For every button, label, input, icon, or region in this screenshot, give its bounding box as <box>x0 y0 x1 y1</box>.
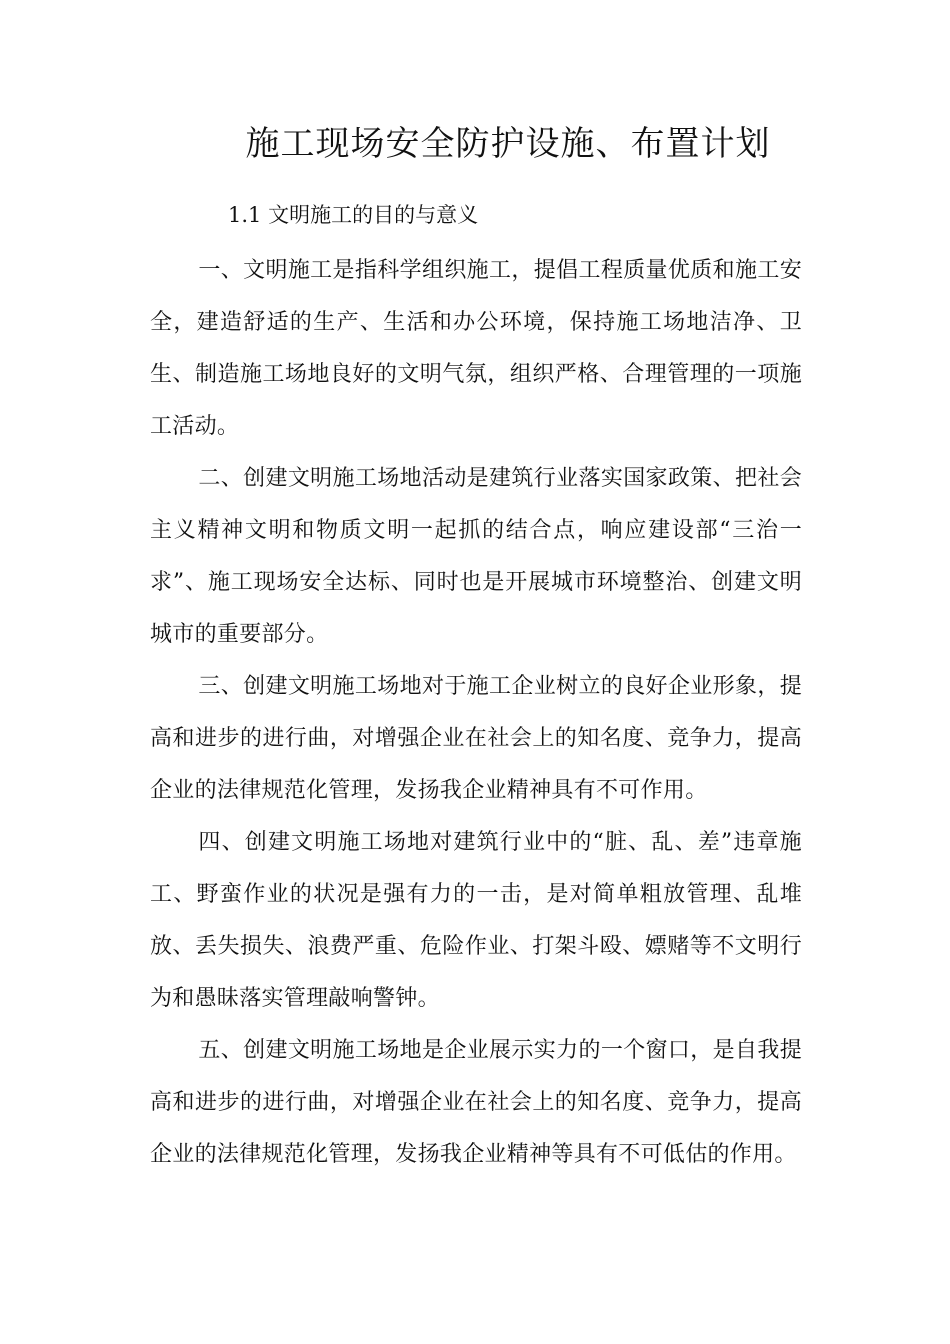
paragraph-1: 一、文明施工是指科学组织施工，提倡工程质量优质和施工安全，建造舒适的生产、生活和办公环境，保持施工场地洁净、卫生、制造施工场地良好的文明气氛，组织严格、合理管理的一项施工活动。 <box>150 258 802 439</box>
document-title: 施工现场安全防护设施、布置计划 <box>245 124 771 164</box>
paragraph-4: 四、创建文明施工场地对建筑行业中的“脏、乱、差”违章施工、野蛮作业的状况是强有力的一击，是对简单粗放管理、乱堆放、丢失损失、浪费严重、危险作业、打架斗殴、嫖赌等不文明行为和愚昧落实管理敲响警钟。 <box>150 830 802 1011</box>
paragraph-5: 五、创建文明施工场地是企业展示实力的一个窗口，是自我提高和进步的进行曲，对增强企业在社会上的知名度、竞争力，提高企业的法律规范化管理，发扬我企业精神等具有不可低估的作用。 <box>150 1038 802 1167</box>
paragraph-3: 三、创建文明施工场地对于施工企业树立的良好企业形象，提高和进步的进行曲，对增强企业在社会上的知名度、竞争力，提高企业的法律规范化管理，发扬我企业精神具有不可作用。 <box>150 674 802 803</box>
document-body <box>150 245 802 1181</box>
section-heading: 1.1 文明施工的目的与意义 <box>228 203 479 227</box>
paragraph-2: 二、创建文明施工场地活动是建筑行业落实国家政策、把社会主义精神文明和物质文明一起抓的结合点，响应建设部“三治一求”、施工现场安全达标、同时也是开展城市环境整治、创建文明城市的重要部分。 <box>150 466 802 647</box>
